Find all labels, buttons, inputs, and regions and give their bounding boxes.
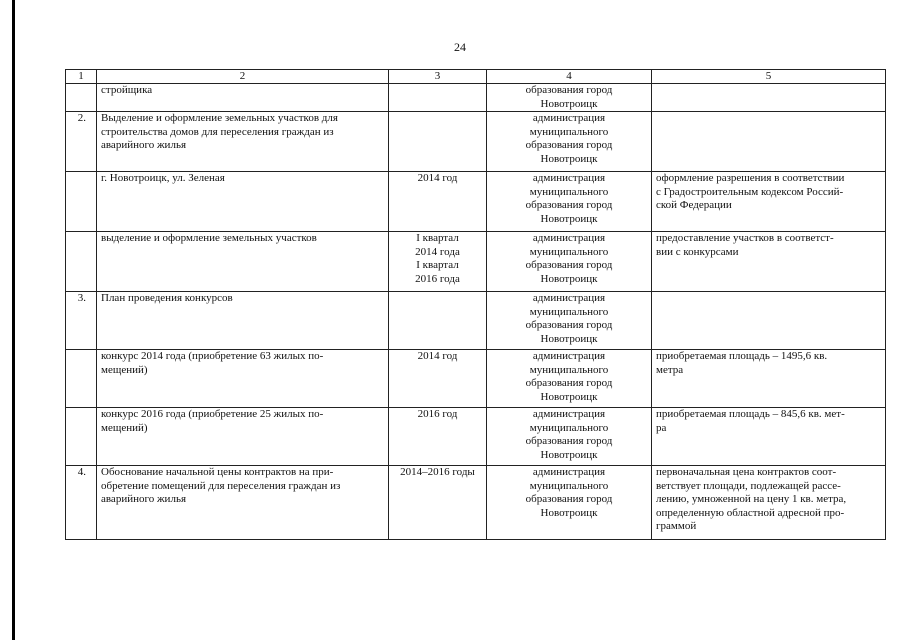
result-cell: первоначальная цена контрактов соот- ветствует площади, подлежащей рассе- лению, умноженной на цену 1 кв. метра, определенную областной адресной про- граммой xyxy=(652,466,886,540)
header-cell: 3 xyxy=(389,70,487,84)
item-cell: г. Новотроицк, ул. Зеленая xyxy=(97,172,389,232)
item-cell: конкурс 2016 года (приобретение 25 жилых по- мещений) xyxy=(97,408,389,466)
item-cell: Выделение и оформление земельных участков для строительства домов для переселения граждан из аварийного жилья xyxy=(97,112,389,172)
page-edge-rule xyxy=(12,0,15,640)
executor-cell: администрация муниципального образования город Новотроицк xyxy=(487,350,652,408)
table-row xyxy=(66,84,886,112)
period-cell: 2014 год xyxy=(389,350,487,408)
item-cell: выделение и оформление земельных участков xyxy=(97,232,389,292)
executor-cell: администрация муниципального образования город Новотроицк xyxy=(487,232,652,292)
result-cell: приобретаемая площадь – 1495,6 кв. метра xyxy=(652,350,886,408)
period-cell xyxy=(389,112,487,172)
result-cell: приобретаемая площадь – 845,6 кв. мет- ра xyxy=(652,408,886,466)
executor-cell: администрация муниципального образования город Новотроицк xyxy=(487,112,652,172)
row-number-cell xyxy=(66,84,97,112)
item-cell: Обоснование начальной цены контрактов на при- обретение помещений для переселения граждан из аварийного жилья xyxy=(97,466,389,540)
table-row xyxy=(66,172,886,232)
header-cell: 5 xyxy=(652,70,886,84)
table-header-row xyxy=(66,70,886,84)
result-cell xyxy=(652,84,886,112)
row-number-cell xyxy=(66,232,97,292)
header-cell: 2 xyxy=(97,70,389,84)
period-cell xyxy=(389,84,487,112)
result-cell xyxy=(652,112,886,172)
result-cell: предоставление участков в соответст- вии с конкурсами xyxy=(652,232,886,292)
executor-cell: администрация муниципального образования город Новотроицк xyxy=(487,292,652,350)
table-row xyxy=(66,350,886,408)
executor-cell: администрация муниципального образования город Новотроицк xyxy=(487,172,652,232)
result-cell: оформление разрешения в соответствии с Градостроительным кодексом Россий- ской Федерации xyxy=(652,172,886,232)
table-row xyxy=(66,292,886,350)
row-number-cell xyxy=(66,408,97,466)
item-cell: конкурс 2014 года (приобретение 63 жилых по- мещений) xyxy=(97,350,389,408)
row-number-cell xyxy=(66,172,97,232)
page-number: 24 xyxy=(454,40,466,54)
period-cell xyxy=(389,292,487,350)
row-number: 3. xyxy=(77,292,86,304)
item-cell: стройщика xyxy=(97,84,389,112)
row-number: 4. xyxy=(77,466,86,478)
table-row xyxy=(66,112,886,172)
result-cell xyxy=(652,292,886,350)
period-cell: 2016 год xyxy=(389,408,487,466)
executor-cell: образования город Новотроицк xyxy=(487,84,652,112)
period-cell: 2014–2016 годы xyxy=(389,466,487,540)
plan-table xyxy=(65,69,886,540)
table-row xyxy=(66,466,886,540)
row-number-cell xyxy=(66,350,97,408)
header-cell: 1 xyxy=(66,70,97,84)
period-cell: I квартал 2014 года I квартал 2016 года xyxy=(389,232,487,292)
header-cell: 4 xyxy=(487,70,652,84)
executor-cell: администрация муниципального образования город Новотроицк xyxy=(487,466,652,540)
table-row xyxy=(66,408,886,466)
table-row xyxy=(66,232,886,292)
row-number: 2. xyxy=(77,112,86,124)
item-cell: План проведения конкурсов xyxy=(97,292,389,350)
period-cell: 2014 год xyxy=(389,172,487,232)
executor-cell: администрация муниципального образования город Новотроицк xyxy=(487,408,652,466)
